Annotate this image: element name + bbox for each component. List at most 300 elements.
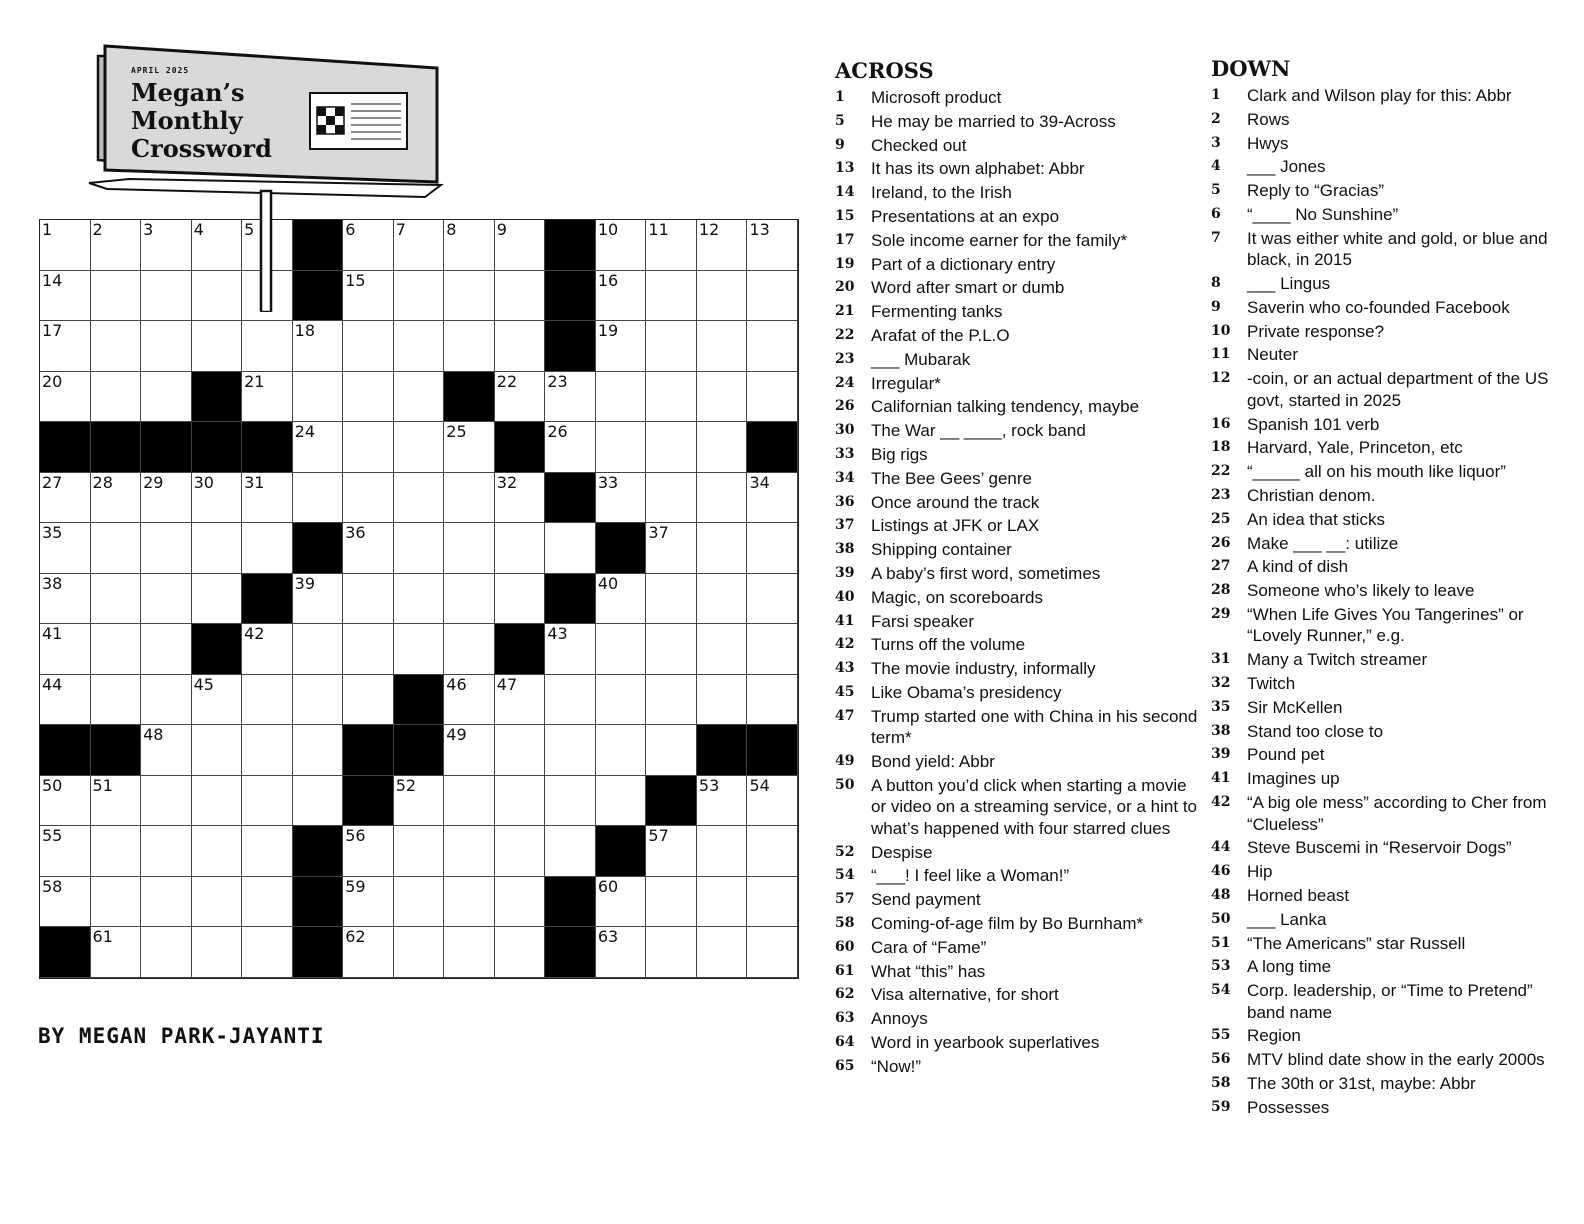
grid-cell[interactable] <box>40 877 91 928</box>
down-clue[interactable] <box>1211 604 1566 647</box>
grid-cell[interactable] <box>293 422 344 473</box>
grid-cell[interactable] <box>40 675 91 726</box>
clue-text: Part of a dictionary entry <box>871 254 1056 274</box>
down-clue[interactable] <box>1211 861 1566 883</box>
grid-cell[interactable] <box>293 776 344 827</box>
down-clue[interactable] <box>1211 649 1566 671</box>
grid-cell[interactable] <box>697 927 748 978</box>
grid-cell[interactable] <box>495 927 546 978</box>
clue-text: Bond yield: Abbr <box>871 752 995 772</box>
clue-text: Send payment <box>871 890 981 910</box>
clue-text: Word in yearbook superlatives <box>871 1032 1100 1052</box>
grid-cell[interactable] <box>444 220 495 271</box>
grid-cell[interactable] <box>495 473 546 524</box>
grid-cell[interactable] <box>343 624 394 675</box>
grid-cell[interactable] <box>646 422 697 473</box>
grid-cell[interactable] <box>40 624 91 675</box>
grid-cell[interactable] <box>747 321 798 372</box>
grid-cell[interactable] <box>747 877 798 928</box>
grid-cell[interactable] <box>697 372 748 423</box>
grid-cell[interactable] <box>697 473 748 524</box>
grid-cell[interactable] <box>91 473 142 524</box>
across-clue[interactable] <box>835 865 1200 887</box>
grid-cell[interactable] <box>91 372 142 423</box>
grid-cell[interactable] <box>596 220 647 271</box>
grid-cell[interactable] <box>293 372 344 423</box>
across-clue[interactable] <box>835 539 1200 561</box>
grid-cell[interactable] <box>495 776 546 827</box>
across-clue[interactable] <box>835 230 1200 252</box>
grid-cell[interactable] <box>495 725 546 776</box>
grid-cell[interactable] <box>596 422 647 473</box>
cell-number: 24 <box>294 422 316 442</box>
grid-cell[interactable] <box>91 776 142 827</box>
across-clue[interactable] <box>835 301 1200 323</box>
grid-cell[interactable] <box>495 321 546 372</box>
clue-number: 51 <box>1211 934 1231 951</box>
grid-cell[interactable] <box>747 574 798 625</box>
byline: BY MEGAN PARK-JAYANTI <box>38 1024 325 1048</box>
grid-cell[interactable] <box>444 877 495 928</box>
grid-cell[interactable] <box>596 473 647 524</box>
grid-cell[interactable] <box>596 776 647 827</box>
cell-number: 12 <box>698 220 720 239</box>
grid-cell[interactable] <box>141 523 192 574</box>
down-clue[interactable] <box>1211 556 1566 578</box>
grid-cell[interactable] <box>495 574 546 625</box>
grid-cell[interactable] <box>40 473 91 524</box>
grid-cell[interactable] <box>394 877 445 928</box>
cell-number: 17 <box>42 321 63 341</box>
grid-cell[interactable] <box>596 271 647 322</box>
down-clue[interactable] <box>1211 344 1566 366</box>
across-clue[interactable] <box>835 87 1200 109</box>
grid-cell[interactable] <box>91 624 142 675</box>
grid-cell[interactable] <box>646 321 697 372</box>
across-clue[interactable] <box>835 1056 1200 1078</box>
down-clue[interactable] <box>1211 509 1566 531</box>
clue-text: Pound pet <box>1247 745 1325 765</box>
grid-cell[interactable] <box>40 826 91 877</box>
grid-cell[interactable] <box>394 523 445 574</box>
grid-cell[interactable] <box>343 675 394 726</box>
grid-cell[interactable] <box>242 776 293 827</box>
down-clue[interactable] <box>1211 721 1566 743</box>
mini-crossword-icon <box>310 93 407 149</box>
cell-number: 45 <box>193 674 214 694</box>
grid-cell[interactable] <box>40 574 91 625</box>
grid-cell[interactable] <box>40 523 91 574</box>
grid-cell[interactable] <box>444 321 495 372</box>
down-clue[interactable] <box>1211 885 1566 907</box>
grid-cell[interactable] <box>495 523 546 574</box>
clue-number: 31 <box>1211 651 1231 668</box>
across-clue[interactable] <box>835 277 1200 299</box>
grid-cell[interactable] <box>242 725 293 776</box>
down-clue[interactable] <box>1211 956 1566 978</box>
grid-cell[interactable] <box>40 776 91 827</box>
grid-cell[interactable] <box>242 877 293 928</box>
grid-cell[interactable] <box>646 675 697 726</box>
down-clue[interactable] <box>1211 792 1566 835</box>
grid-cell[interactable] <box>343 523 394 574</box>
grid-cell[interactable] <box>444 422 495 473</box>
grid-cell[interactable] <box>343 422 394 473</box>
down-clue[interactable] <box>1211 156 1566 178</box>
grid-cell[interactable] <box>91 321 142 372</box>
grid-cell[interactable] <box>242 372 293 423</box>
across-clue[interactable] <box>835 1008 1200 1030</box>
grid-cell[interactable] <box>596 877 647 928</box>
grid-cell[interactable] <box>40 372 91 423</box>
down-clue[interactable] <box>1211 980 1566 1023</box>
clue-text: “The Americans” star Russell <box>1247 933 1466 953</box>
grid-cell[interactable] <box>646 220 697 271</box>
down-clue[interactable] <box>1211 204 1566 226</box>
across-clue[interactable] <box>835 1032 1200 1054</box>
grid-cell[interactable] <box>646 927 697 978</box>
grid-cell[interactable] <box>40 220 91 271</box>
grid-cell[interactable] <box>596 372 647 423</box>
grid-cell[interactable] <box>394 473 445 524</box>
grid-cell[interactable] <box>646 826 697 877</box>
clue-number: 22 <box>835 326 855 343</box>
grid-cell[interactable] <box>495 372 546 423</box>
grid-cell[interactable] <box>394 826 445 877</box>
grid-cell[interactable] <box>747 220 798 271</box>
grid-cell[interactable] <box>91 523 142 574</box>
across-clue[interactable] <box>835 706 1200 749</box>
clue-number: 29 <box>1211 605 1231 622</box>
grid-cell[interactable] <box>444 927 495 978</box>
grid-cell[interactable] <box>545 725 596 776</box>
grid-cell[interactable] <box>91 826 142 877</box>
clue-text: Turns off the volume <box>871 635 1026 655</box>
grid-cell[interactable] <box>697 675 748 726</box>
grid-cell[interactable] <box>646 271 697 322</box>
grid-cell[interactable] <box>141 675 192 726</box>
cell-number: 27 <box>42 472 63 492</box>
grid-cell[interactable] <box>545 624 596 675</box>
grid-cell[interactable] <box>646 877 697 928</box>
cell-number: 34 <box>749 472 770 492</box>
down-clue[interactable] <box>1211 580 1566 602</box>
grid-cell[interactable] <box>192 877 243 928</box>
down-clue[interactable] <box>1211 321 1566 343</box>
grid-cell[interactable] <box>747 473 798 524</box>
grid-cell[interactable] <box>646 725 697 776</box>
grid-cell[interactable] <box>545 422 596 473</box>
grid-cell[interactable] <box>141 473 192 524</box>
across-clue[interactable] <box>835 889 1200 911</box>
grid-cell[interactable] <box>697 574 748 625</box>
grid-cell[interactable] <box>141 624 192 675</box>
clue-number: 40 <box>835 588 855 605</box>
clue-number: 41 <box>1211 770 1231 787</box>
across-clue[interactable] <box>835 682 1200 704</box>
grid-cell[interactable] <box>747 675 798 726</box>
grid-cell[interactable] <box>444 523 495 574</box>
across-clue[interactable] <box>835 182 1200 204</box>
grid-cell[interactable] <box>141 574 192 625</box>
clue-number: 5 <box>835 112 845 129</box>
across-clue[interactable] <box>835 468 1200 490</box>
grid-cell[interactable] <box>141 776 192 827</box>
across-clue[interactable] <box>835 325 1200 347</box>
across-clue[interactable] <box>835 158 1200 180</box>
across-clue[interactable] <box>835 373 1200 395</box>
across-clue[interactable] <box>835 206 1200 228</box>
across-clue[interactable] <box>835 492 1200 514</box>
grid-cell[interactable] <box>343 321 394 372</box>
clue-number: 1 <box>1211 87 1221 103</box>
grid-cell[interactable] <box>545 372 596 423</box>
clue-text: Stand too close to <box>1247 721 1384 741</box>
down-clue[interactable] <box>1211 1097 1566 1119</box>
grid-cell[interactable] <box>495 675 546 726</box>
grid-cell[interactable] <box>394 776 445 827</box>
grid-cell[interactable] <box>444 624 495 675</box>
down-clue[interactable] <box>1211 368 1566 411</box>
grid-cell[interactable] <box>192 473 243 524</box>
grid-cell[interactable] <box>394 574 445 625</box>
grid-cell[interactable] <box>343 877 394 928</box>
grid-cell[interactable] <box>293 675 344 726</box>
grid-cell[interactable] <box>192 927 243 978</box>
down-clue[interactable] <box>1211 1049 1566 1071</box>
grid-cell[interactable] <box>596 321 647 372</box>
grid-cell[interactable] <box>646 473 697 524</box>
black-square <box>141 422 192 473</box>
clue-text: Presentations at an expo <box>871 206 1060 226</box>
grid-cell[interactable] <box>91 877 142 928</box>
grid-cell[interactable] <box>596 574 647 625</box>
grid-cell[interactable] <box>697 220 748 271</box>
grid-cell[interactable] <box>343 473 394 524</box>
down-clue[interactable] <box>1211 909 1566 931</box>
grid-cell[interactable] <box>697 321 748 372</box>
black-square <box>343 776 394 827</box>
grid-cell[interactable] <box>747 271 798 322</box>
down-clue[interactable] <box>1211 1073 1566 1095</box>
clue-text: Word after smart or dumb <box>871 278 1065 298</box>
grid-cell[interactable] <box>40 321 91 372</box>
grid-cell[interactable] <box>91 927 142 978</box>
down-clue[interactable] <box>1211 85 1566 107</box>
grid-cell[interactable] <box>747 624 798 675</box>
grid-cell[interactable] <box>545 826 596 877</box>
grid-cell[interactable] <box>394 321 445 372</box>
across-clue[interactable] <box>835 563 1200 585</box>
grid-cell[interactable] <box>343 372 394 423</box>
black-square <box>192 422 243 473</box>
grid-cell[interactable] <box>192 826 243 877</box>
grid-cell[interactable] <box>242 675 293 726</box>
down-clue[interactable] <box>1211 180 1566 202</box>
down-clue[interactable] <box>1211 673 1566 695</box>
grid-cell[interactable] <box>91 675 142 726</box>
grid-cell[interactable] <box>242 473 293 524</box>
crossword-grid <box>39 219 799 979</box>
grid-cell[interactable] <box>192 523 243 574</box>
grid-cell[interactable] <box>444 473 495 524</box>
grid-cell[interactable] <box>697 271 748 322</box>
down-clues <box>1211 56 1566 1121</box>
down-clue[interactable] <box>1211 414 1566 436</box>
grid-cell[interactable] <box>697 523 748 574</box>
down-clue[interactable] <box>1211 1025 1566 1047</box>
clue-number: 19 <box>835 255 855 272</box>
grid-cell[interactable] <box>646 624 697 675</box>
grid-cell[interactable] <box>242 826 293 877</box>
down-clue[interactable] <box>1211 744 1566 766</box>
down-clue[interactable] <box>1211 768 1566 790</box>
down-clue[interactable] <box>1211 228 1566 271</box>
grid-cell[interactable] <box>747 523 798 574</box>
grid-cell[interactable] <box>444 826 495 877</box>
grid-cell[interactable] <box>242 927 293 978</box>
cell-number: 21 <box>244 371 265 391</box>
across-clue[interactable] <box>835 111 1200 133</box>
cell-number: 39 <box>294 573 316 593</box>
grid-cell[interactable] <box>646 523 697 574</box>
down-clue[interactable] <box>1211 533 1566 555</box>
grid-cell[interactable] <box>141 372 192 423</box>
grid-cell[interactable] <box>343 574 394 625</box>
across-clue[interactable] <box>835 611 1200 633</box>
grid-cell[interactable] <box>545 776 596 827</box>
grid-cell[interactable] <box>293 321 344 372</box>
across-clue[interactable] <box>835 913 1200 935</box>
across-clue[interactable] <box>835 775 1200 840</box>
across-clue[interactable] <box>835 349 1200 371</box>
grid-cell[interactable] <box>343 927 394 978</box>
grid-cell[interactable] <box>697 624 748 675</box>
grid-cell[interactable] <box>596 624 647 675</box>
across-clue[interactable] <box>835 984 1200 1006</box>
grid-cell[interactable] <box>747 372 798 423</box>
down-clue[interactable] <box>1211 697 1566 719</box>
grid-cell[interactable] <box>545 675 596 726</box>
down-clue[interactable] <box>1211 461 1566 483</box>
grid-cell[interactable] <box>141 321 192 372</box>
across-clue[interactable] <box>835 254 1200 276</box>
across-clue[interactable] <box>835 444 1200 466</box>
across-clue[interactable] <box>835 135 1200 157</box>
down-clue[interactable] <box>1211 437 1566 459</box>
grid-cell[interactable] <box>495 271 546 322</box>
down-clue[interactable] <box>1211 297 1566 319</box>
grid-cell[interactable] <box>444 725 495 776</box>
grid-cell[interactable] <box>192 321 243 372</box>
grid-cell[interactable] <box>444 675 495 726</box>
grid-cell[interactable] <box>596 927 647 978</box>
clue-number: 24 <box>835 374 855 391</box>
clue-text: Despise <box>871 842 933 862</box>
grid-cell[interactable] <box>40 271 91 322</box>
cell-number: 8 <box>446 220 457 239</box>
across-clue[interactable] <box>835 420 1200 442</box>
across-clue[interactable] <box>835 842 1200 864</box>
grid-cell[interactable] <box>192 574 243 625</box>
grid-cell[interactable] <box>293 725 344 776</box>
grid-cell[interactable] <box>646 372 697 423</box>
grid-cell[interactable] <box>697 776 748 827</box>
grid-cell[interactable] <box>495 877 546 928</box>
cell-number: 59 <box>345 876 366 896</box>
grid-cell[interactable] <box>293 473 344 524</box>
cell-number: 40 <box>597 573 619 593</box>
grid-cell[interactable] <box>646 574 697 625</box>
cell-number: 25 <box>446 422 467 442</box>
grid-cell[interactable] <box>141 927 192 978</box>
down-clue[interactable] <box>1211 837 1566 859</box>
across-clue[interactable] <box>835 396 1200 418</box>
grid-cell[interactable] <box>394 422 445 473</box>
clue-text: Horned beast <box>1247 885 1350 905</box>
grid-cell[interactable] <box>495 220 546 271</box>
grid-cell[interactable] <box>242 523 293 574</box>
grid-cell[interactable] <box>141 826 192 877</box>
grid-cell[interactable] <box>596 675 647 726</box>
grid-cell[interactable] <box>747 927 798 978</box>
grid-cell[interactable] <box>343 826 394 877</box>
grid-cell[interactable] <box>242 624 293 675</box>
grid-cell[interactable] <box>192 776 243 827</box>
grid-cell[interactable] <box>697 877 748 928</box>
grid-cell[interactable] <box>697 422 748 473</box>
grid-cell[interactable] <box>394 624 445 675</box>
grid-cell[interactable] <box>91 574 142 625</box>
across-clue[interactable] <box>835 634 1200 656</box>
across-clue[interactable] <box>835 961 1200 983</box>
grid-cell[interactable] <box>141 725 192 776</box>
across-clue[interactable] <box>835 658 1200 680</box>
grid-cell[interactable] <box>293 574 344 625</box>
across-clue[interactable] <box>835 751 1200 773</box>
across-clue[interactable] <box>835 587 1200 609</box>
across-clue[interactable] <box>835 937 1200 959</box>
down-clue[interactable] <box>1211 273 1566 295</box>
down-clue[interactable] <box>1211 109 1566 131</box>
grid-cell[interactable] <box>444 776 495 827</box>
grid-cell[interactable] <box>293 624 344 675</box>
grid-cell[interactable] <box>747 776 798 827</box>
black-square <box>596 826 647 877</box>
grid-cell[interactable] <box>141 877 192 928</box>
down-clue[interactable] <box>1211 485 1566 507</box>
grid-cell[interactable] <box>596 725 647 776</box>
grid-cell[interactable] <box>192 675 243 726</box>
grid-cell[interactable] <box>747 826 798 877</box>
grid-cell[interactable] <box>495 826 546 877</box>
black-square <box>596 523 647 574</box>
grid-cell[interactable] <box>545 523 596 574</box>
across-clue[interactable] <box>835 515 1200 537</box>
grid-cell[interactable] <box>394 927 445 978</box>
grid-cell[interactable] <box>192 725 243 776</box>
clue-text: “When Life Gives You Tangerines” or “Lovely Runner,” e.g. <box>1247 604 1524 646</box>
grid-cell[interactable] <box>394 372 445 423</box>
grid-cell[interactable] <box>697 826 748 877</box>
black-square <box>747 422 798 473</box>
down-clue[interactable] <box>1211 933 1566 955</box>
black-square <box>545 927 596 978</box>
grid-cell[interactable] <box>444 271 495 322</box>
grid-cell[interactable] <box>444 574 495 625</box>
down-clue[interactable] <box>1211 133 1566 155</box>
grid-cell[interactable] <box>242 321 293 372</box>
